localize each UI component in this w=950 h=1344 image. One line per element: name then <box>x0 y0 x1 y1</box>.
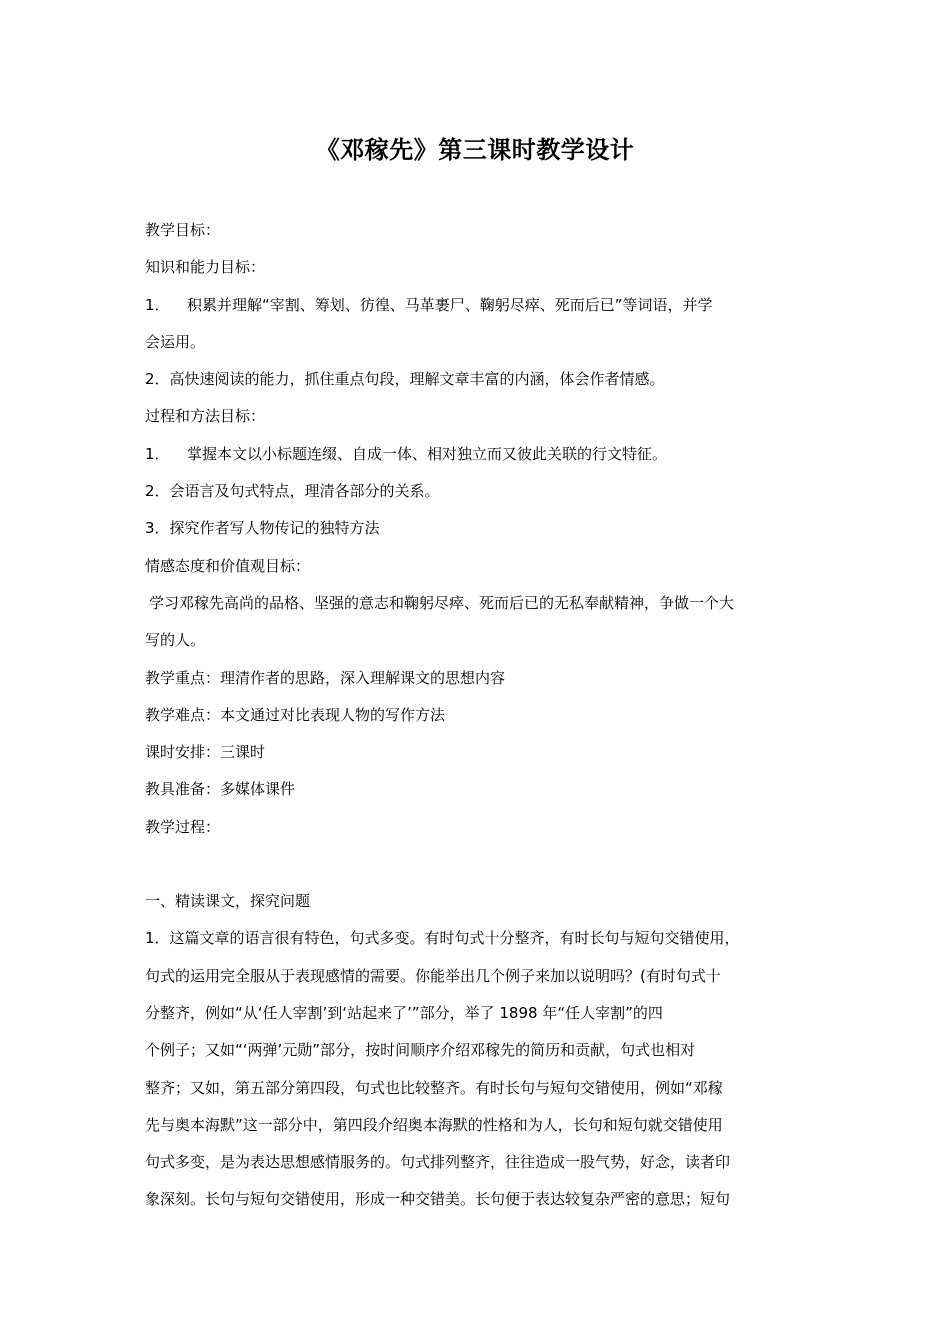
page-title: 《邓稼先》第三课时教学设计 <box>315 136 635 164</box>
process-item-1-text: 掌握本文以小标题连缀、自成一体、相对独立而又彼此关联的行文特征。 <box>187 444 668 463</box>
knowledge-item-1-continuation: 会运用。 <box>145 332 206 351</box>
blank-line <box>145 846 811 883</box>
question-1-line: 象深刻。长句与短句交错使用，形成一种交错美。长句便于表达较复杂严密的意思；短句 <box>145 1190 731 1209</box>
process-heading: 过程和方法目标： <box>145 407 266 426</box>
question-1-line: 分整齐，例如“从‘任人宰割’到‘站起来了’”部分，举了 1898 年“任人宰割”的四 <box>145 1003 663 1022</box>
process-item-1 <box>145 436 811 473</box>
process-item-3: 3．探究作者写人物传记的独特方法 <box>145 519 380 538</box>
question-1-line: 1．这篇文章的语言很有特色，句式多变。有时句式十分整齐，有时长句与短句交错使用， <box>145 929 740 948</box>
process-item-2: 2．会语言及句式特点，理清各部分的关系。 <box>145 482 440 501</box>
process-item-1-number: 1． <box>145 444 170 463</box>
question-1-line: 先与奥本海默”这一部分中，第四段介绍奥本海默的性格和为人，长句和短句就交错使用 <box>145 1115 723 1134</box>
process-label: 教学过程： <box>145 817 221 836</box>
emotion-text: 学习邓稼先高尚的品格、坚强的意志和鞠躬尽瘁、死而后已的无私奉献精神，争做一个大 <box>149 593 735 612</box>
question-1-line: 整齐；又如，第五部分第四段，句式也比较整齐。有时长句与短句交错使用，例如“邓稼 <box>145 1078 723 1097</box>
knowledge-item-1 <box>145 287 811 324</box>
section-heading-1: 一、精读课文，探究问题 <box>145 892 311 911</box>
emotion-text-continuation: 写的人。 <box>145 631 206 650</box>
knowledge-item-1-number: 1． <box>145 295 170 314</box>
question-1-line: 个例子；又如“‘两弹’元勋”部分，按时间顺序介绍邓稼先的简历和贡献，句式也相对 <box>145 1041 696 1060</box>
key-point: 教学重点：理清作者的思路，深入理解课文的思想内容 <box>145 668 506 687</box>
knowledge-heading: 知识和能力目标： <box>145 258 266 277</box>
question-1-line: 句式的运用完全服从于表现感情的需要。你能举出几个例子来加以说明吗？(有时句式十 <box>145 966 721 985</box>
knowledge-item-2: 2．高快速阅读的能力，抓住重点句段，理解文章丰富的内涵，体会作者情感。 <box>145 370 665 389</box>
document-body <box>145 212 811 1219</box>
question-1-line: 句式多变，是为表达思想感情服务的。句式排列整齐，往往造成一股气势，好念，读者印 <box>145 1153 731 1172</box>
knowledge-item-1-text: 积累并理解“宰割、筹划、彷徨、马革裹尸、鞠躬尽瘁、死而后已”等词语，并学 <box>187 295 713 314</box>
emotion-heading: 情感态度和价值观目标： <box>145 556 311 575</box>
schedule: 课时安排：三课时 <box>145 743 266 762</box>
objectives-heading: 教学目标： <box>145 221 221 239</box>
difficulty: 教学难点：本文通过对比表现人物的写作方法 <box>145 705 446 724</box>
equipment: 教具准备：多媒体课件 <box>145 780 296 799</box>
